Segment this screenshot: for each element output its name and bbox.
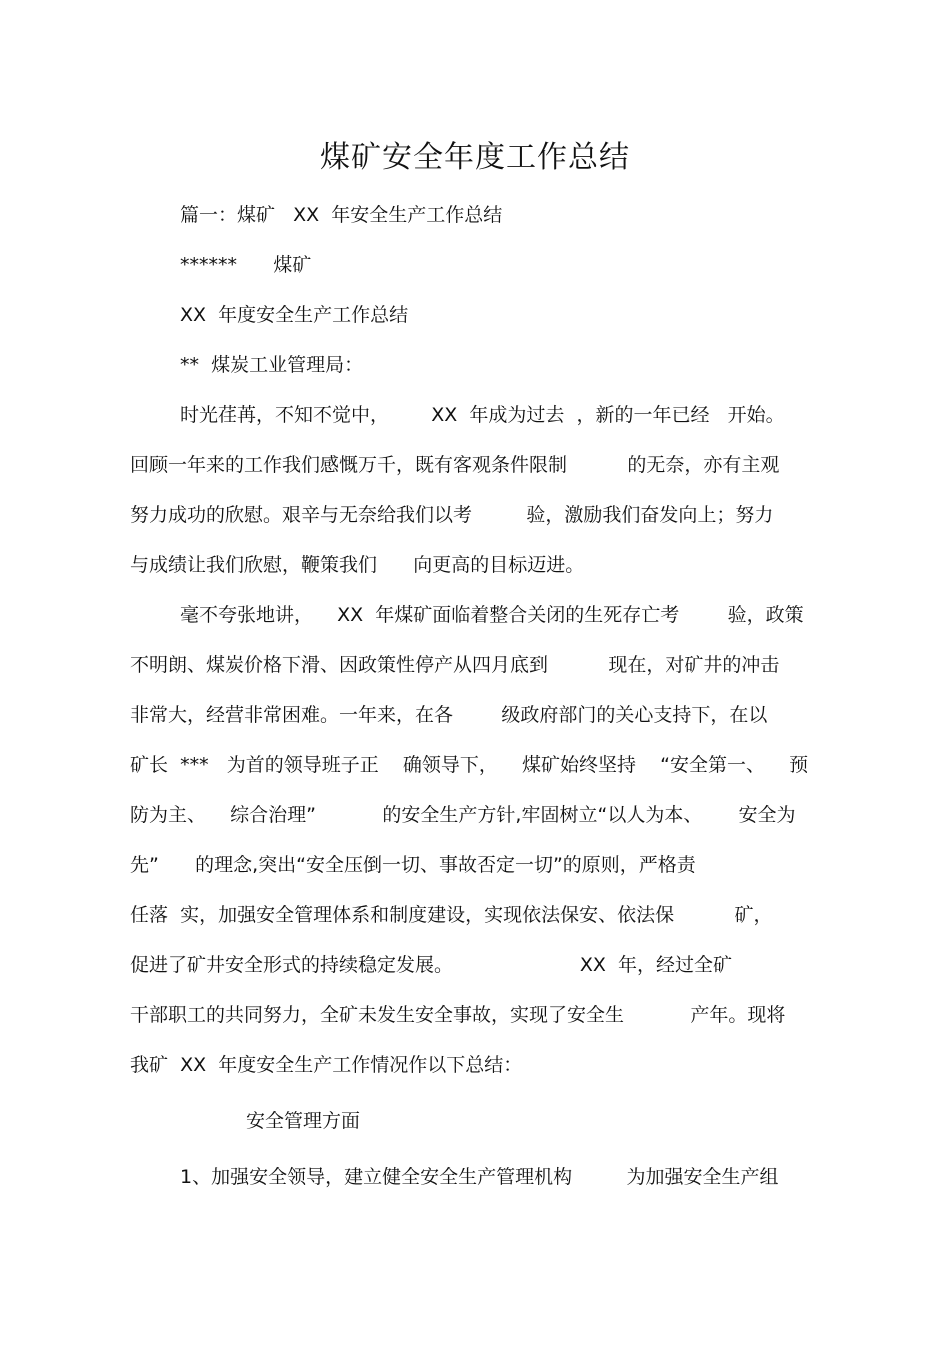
paragraph-line: 任落 实，加强安全管理体系和制度建设，实现依法保安、依法保 矿， [130, 904, 773, 926]
paragraph-line: 1、加强安全领导，建立健全安全生产管理机构 为加强安全生产组 [180, 1166, 779, 1188]
paragraph-line: 防为主、 综合治理” 的安全生产方针,牢固树立“以人为本、 安全为 [130, 804, 796, 826]
mine-name-line: ****** 煤矿 [180, 254, 312, 276]
paragraph-line: 干部职工的共同努力，全矿未发生安全事故，实现了安全生 产年。现将 [130, 1004, 786, 1026]
paragraph-line: 时光荏苒，不知不觉中， XX 年成为过去 ，新的一年已经 开始。 [180, 404, 785, 426]
paragraph-line: 毫不夸张地讲， XX 年煤矿面临着整合关闭的生死存亡考 验，政策 [180, 604, 804, 626]
paragraph-line: 与成绩让我们欣慰，鞭策我们 向更高的目标迈进。 [130, 554, 585, 576]
report-heading-line: XX 年度安全生产工作总结 [180, 304, 409, 326]
paragraph-line: 非常大，经营非常困难。一年来，在各 级政府部门的关心支持下，在以 [130, 704, 768, 726]
subtitle-line: 篇一：煤矿 XX 年安全生产工作总结 [180, 204, 503, 226]
paragraph-line: 努力成功的欣慰。艰辛与无奈给我们以考 验，激励我们奋发向上；努力 [130, 504, 774, 526]
paragraph-line: 促进了矿井安全形式的持续稳定发展。 XX 年，经过全矿 [130, 954, 732, 976]
paragraph-line: 我矿 XX 年度安全生产工作情况作以下总结： [130, 1054, 523, 1076]
document-title: 煤矿安全年度工作总结 [320, 140, 630, 175]
section-heading: 安全管理方面 [246, 1110, 361, 1132]
recipient-line: ** 煤炭工业管理局： [180, 354, 364, 376]
paragraph-line: 矿长 *** 为首的领导班子正 确领导下， 煤矿始终坚持 “安全第一、 预 [130, 754, 809, 776]
paragraph-line: 回顾一年来的工作我们感慨万千，既有客观条件限制 的无奈，亦有主观 [130, 454, 780, 476]
paragraph-line: 不明朗、煤炭价格下滑、因政策性停产从四月底到 现在，对矿井的冲击 [130, 654, 780, 676]
paragraph-line: 先” 的理念,突出“安全压倒一切、事故否定一切”的原则，严格责 [130, 854, 696, 876]
